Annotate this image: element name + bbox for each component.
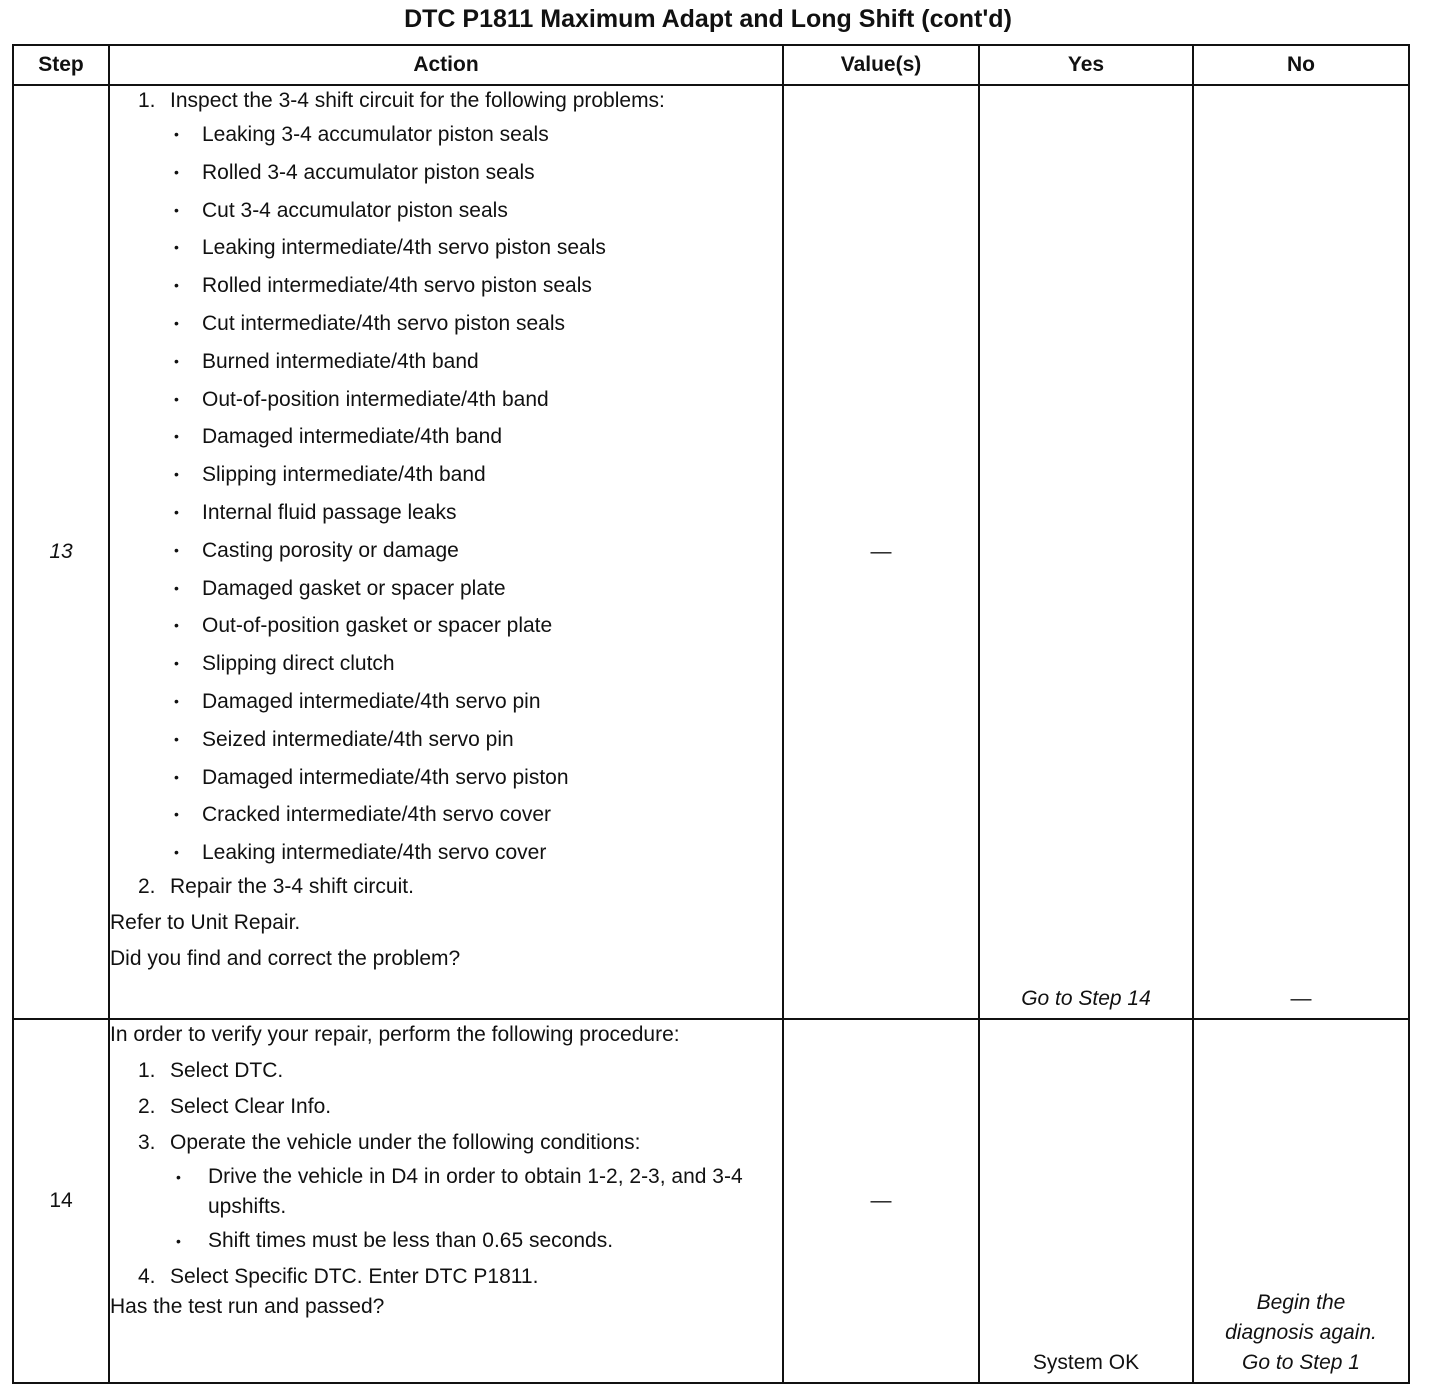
bullet-list (110, 116, 782, 872)
bullet-item (110, 796, 782, 834)
item-number: 1. (138, 1059, 156, 1082)
bullet-icon: • (174, 655, 179, 672)
bullet-item (110, 494, 782, 532)
action-item (110, 872, 782, 902)
bullet-icon: • (174, 390, 179, 407)
bullet-text: Damaged intermediate/4th servo pin (202, 689, 541, 713)
bullet-text: Slipping direct clutch (202, 652, 395, 676)
diagnostic-table (12, 44, 1410, 1384)
item-text: Select DTC. (170, 1059, 284, 1082)
bullet-text: Damaged intermediate/4th band (202, 425, 503, 449)
bullet-item (110, 570, 782, 608)
bullet-icon: • (174, 126, 179, 142)
item-number: 2. (138, 874, 156, 898)
bullet-icon: • (174, 466, 179, 483)
bullet-item (110, 343, 782, 381)
bullet-item (110, 192, 782, 230)
bullet-text: Leaking intermediate/4th servo cover (202, 841, 547, 865)
no-text-line: Begin the (1256, 1291, 1346, 1314)
header-action: Action (109, 45, 783, 85)
bullet-item (110, 759, 782, 797)
bullet-text: Shift times must be less than 0.65 seconds. (208, 1229, 614, 1252)
question-text: Did you find and correct the problem? (110, 946, 461, 970)
action-item (110, 1262, 782, 1292)
action-cell (109, 1019, 783, 1383)
item-number: 1. (138, 89, 156, 112)
bullet-icon: • (176, 1169, 181, 1185)
bullet-item (110, 683, 782, 721)
bullet-icon: • (174, 806, 179, 823)
header-values: Value(s) (783, 45, 979, 85)
bullet-text: Rolled 3-4 accumulator piston seals (202, 160, 535, 184)
bullet-item (110, 645, 782, 683)
step-number: 13 (13, 85, 109, 1019)
item-number: 4. (138, 1265, 156, 1288)
header-yes: Yes (979, 45, 1193, 85)
table-row (13, 85, 1409, 1019)
bullet-text: Burned intermediate/4th band (202, 349, 479, 373)
bullet-text: Damaged gasket or spacer plate (202, 576, 506, 600)
bullet-icon: • (174, 314, 179, 331)
bullet-item (110, 381, 782, 419)
bullet-item (110, 607, 782, 645)
action-item (110, 1056, 782, 1086)
bullet-icon: • (174, 692, 179, 709)
bullet-icon: • (174, 579, 179, 596)
step-number: 14 (13, 1019, 109, 1383)
item-number: 3. (138, 1131, 156, 1154)
yes-cell: System OK (979, 1019, 1193, 1383)
action-item (110, 86, 782, 116)
bullet-text: Slipping intermediate/4th band (202, 463, 486, 487)
item-text: Select Clear Info. (170, 1095, 332, 1118)
bullet-icon: • (174, 428, 179, 445)
bullet-text: Damaged intermediate/4th servo piston (202, 765, 569, 789)
item-text: Repair the 3-4 shift circuit. (170, 874, 414, 898)
bullet-item (110, 721, 782, 759)
yes-cell: Go to Step 14 (979, 85, 1193, 1019)
bullet-item (110, 834, 782, 872)
bullet-icon: • (174, 541, 179, 558)
value-cell: — (783, 85, 979, 1019)
bullet-text: Out-of-position intermediate/4th band (202, 387, 549, 411)
bullet-text: Leaking intermediate/4th servo piston seals (202, 236, 606, 260)
bullet-item (110, 229, 782, 267)
bullet-text: Internal fluid passage leaks (202, 500, 457, 524)
bullet-icon: • (176, 1233, 181, 1249)
refer-text: Refer to Unit Repair. (110, 910, 301, 934)
action-cell (109, 85, 783, 1019)
bullet-item (110, 418, 782, 456)
no-cell: — (1193, 85, 1409, 1019)
bullet-icon: • (174, 239, 179, 256)
bullet-item (110, 305, 782, 343)
bullet-item (110, 1162, 782, 1222)
bullet-item (110, 532, 782, 570)
bullet-icon: • (174, 730, 179, 747)
no-cell (1193, 1019, 1409, 1383)
bullet-item (110, 154, 782, 192)
no-text-line: diagnosis again. (1225, 1321, 1377, 1344)
bullet-item (110, 456, 782, 494)
bullet-text: Cut 3-4 accumulator piston seals (202, 198, 508, 222)
bullet-icon: • (174, 844, 179, 861)
bullet-item (110, 116, 782, 154)
item-text: Inspect the 3-4 shift circuit for the following problems: (170, 89, 665, 112)
header-step: Step (13, 45, 109, 85)
bullet-icon: • (174, 617, 179, 634)
item-text: Operate the vehicle under the following conditions: (170, 1131, 641, 1154)
action-item (110, 1128, 782, 1158)
page-title: DTC P1811 Maximum Adapt and Long Shift (cont'd) (404, 5, 1012, 33)
header-no: No (1193, 45, 1409, 85)
bullet-icon: • (174, 163, 179, 180)
item-text: Select Specific DTC. Enter DTC P1811. (170, 1265, 539, 1288)
bullet-text: Out-of-position gasket or spacer plate (202, 614, 553, 638)
question-text: Has the test run and passed? (110, 1295, 385, 1318)
bullet-text: Leaking 3-4 accumulator piston seals (202, 123, 549, 146)
table-row (13, 1019, 1409, 1383)
bullet-icon: • (174, 768, 179, 785)
bullet-text: Drive the vehicle in D4 in order to obtain 1-2, 2-3, and 3-4 upshifts. (208, 1165, 743, 1218)
bullet-text: Cracked intermediate/4th servo cover (202, 803, 551, 827)
table-header-row (13, 45, 1409, 85)
bullet-text: Casting porosity or damage (202, 538, 459, 562)
bullet-text: Cut intermediate/4th servo piston seals (202, 311, 566, 335)
bullet-item (110, 1226, 782, 1256)
bullet-item (110, 267, 782, 305)
bullet-text: Rolled intermediate/4th servo piston seals (202, 274, 592, 298)
bullet-text: Seized intermediate/4th servo pin (202, 727, 514, 751)
bullet-icon: • (174, 503, 179, 520)
no-text-line: Go to Step 1 (1242, 1351, 1360, 1374)
item-number: 2. (138, 1095, 156, 1118)
bullet-icon: • (174, 352, 179, 369)
intro-text: In order to verify your repair, perform the following procedure: (110, 1023, 680, 1046)
action-item (110, 1092, 782, 1122)
value-cell: — (783, 1019, 979, 1383)
bullet-icon: • (174, 277, 179, 294)
bullet-icon: • (174, 201, 179, 218)
